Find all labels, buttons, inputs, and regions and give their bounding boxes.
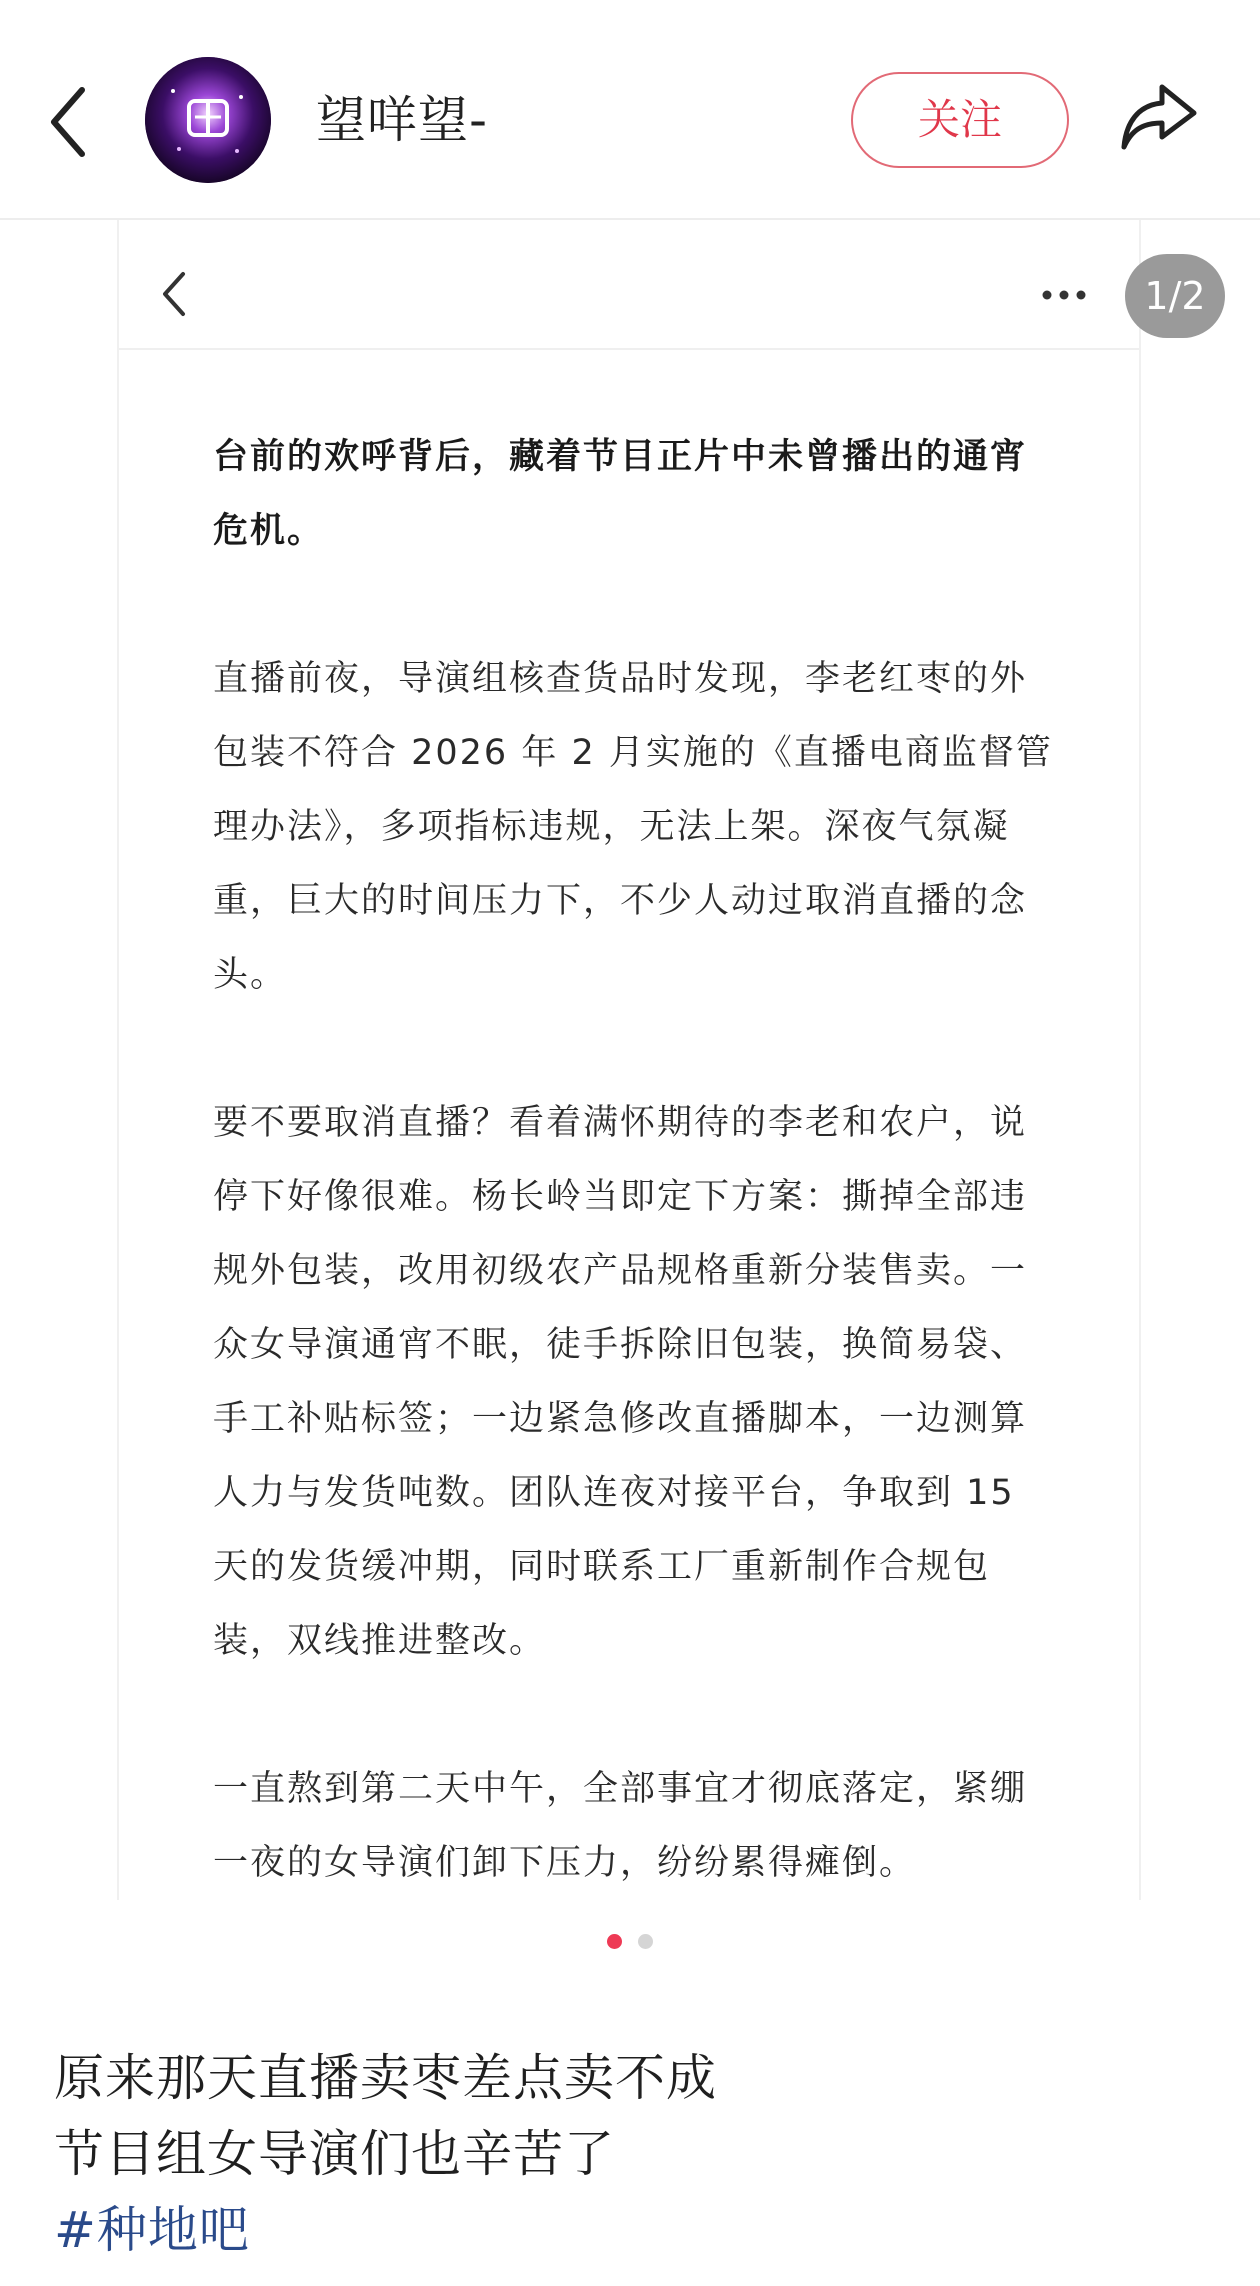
card-header — [119, 220, 1139, 350]
more-button[interactable] — [1039, 280, 1089, 310]
more-dots-icon — [1039, 280, 1089, 310]
chevron-left-icon — [155, 266, 195, 322]
pagination-dots — [0, 1934, 1260, 1954]
article-paragraph: 一直熬到第二天中午，全部事宜才彻底落定，紧绷一夜的女导演们卸下压力，纷纷累得瘫倒。 — [213, 1769, 1028, 1883]
follow-button[interactable]: 关注 — [851, 72, 1069, 168]
back-button[interactable] — [40, 72, 100, 172]
share-button[interactable] — [1116, 75, 1200, 159]
top-bar — [0, 0, 1260, 220]
share-icon — [1116, 75, 1200, 159]
article-paragraph: 直播前夜，导演组核查货品时发现，李老红枣的外包装不符合 2026 年 2 月实施的《直播电商监督管理办法》，多项指标违规，无法上架。深夜气氛凝重，巨大的时间压力下，不少人动过取消直播的念头。 — [213, 659, 1053, 995]
article-paragraph: 要不要取消直播？看着满怀期待的李老和农户，说停下好像很难。杨长岭当即定下方案：撕掉全部违规外包装，改用初级农产品规格重新分装售卖。一众女导演通宵不眠，徒手拆除旧包装，换简易袋、手工补贴标签；一边紧急修改直播脚本，一边测算人力与发货吨数。团队连夜对接平台，争取到 15 天的发货缓冲期，同时联系工厂重新制作合规包装，双线推进整改。 — [213, 1103, 1028, 1661]
chevron-left-icon — [40, 72, 100, 172]
article-text — [213, 420, 1061, 1900]
caption-line: 节目组女导演们也辛苦了 — [54, 2125, 615, 2183]
image-card[interactable] — [117, 220, 1141, 1900]
pagination-dot[interactable] — [638, 1934, 653, 1949]
hashtag-link[interactable]: #种地吧 — [54, 2201, 250, 2259]
avatar[interactable] — [145, 57, 271, 183]
username[interactable]: 望咩望- — [316, 91, 489, 149]
article-paragraph: 台前的欢呼背后，藏着节目正片中未曾播出的通宵危机。 — [213, 437, 1028, 551]
pagination-dot-active[interactable] — [607, 1934, 622, 1949]
card-back-button[interactable] — [155, 266, 195, 322]
post-caption — [54, 2040, 1214, 2268]
caption-line: 原来那天直播卖枣差点卖不成 — [54, 2049, 717, 2107]
page-indicator: 1/2 — [1125, 254, 1225, 338]
avatar-image — [145, 57, 271, 183]
